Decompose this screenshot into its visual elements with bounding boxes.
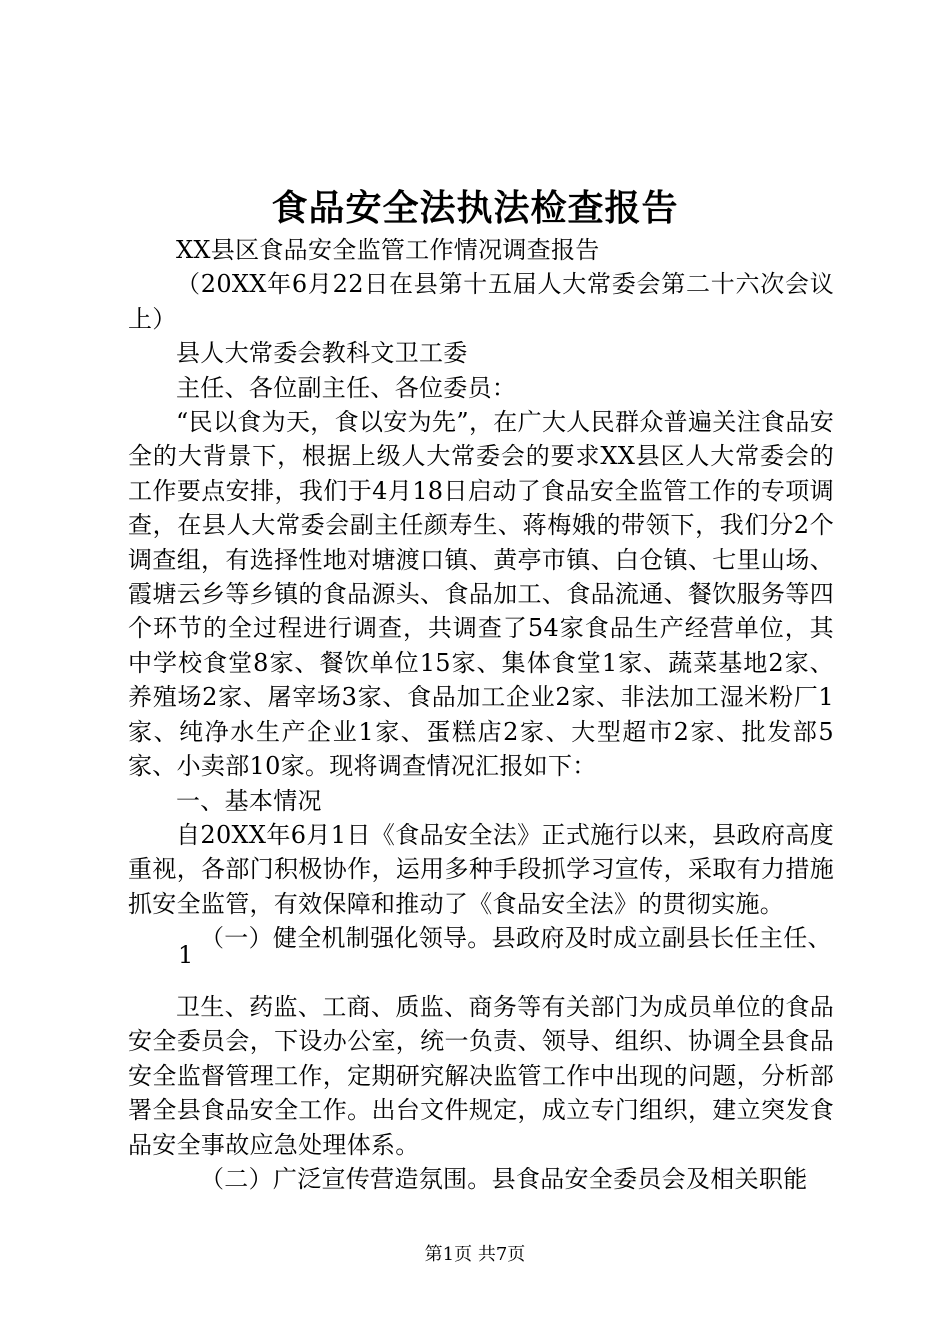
report-subtitle: XX县区食品安全监管工作情况调查报告 [176, 236, 600, 264]
page-footer: 第1页 共7页 [424, 1244, 526, 1265]
section-heading-basic: 一、基本情况 [176, 786, 322, 815]
subsection-2-heading: （二）广泛宣传营造氛围。县食品安全委员会及相关职能 [200, 1165, 808, 1194]
inline-page-number: 1 [178, 941, 194, 969]
basic-paragraph: 自20XX年6月1日《食品安全法》正式施行以来，县政府高度重视，各部门积极协作，运用多种手段抓学习宣传，采取有力措施抓安全监管，有效保障和推动了《食品安全法》的贯彻实施。 [128, 820, 834, 918]
subsection-1-heading: （一）健全机制强化领导。县政府及时成立副县长任主任、 [200, 924, 832, 953]
intro-paragraph: “民以食为天，食以安为先”，在广大人民群众普遍关注食品安全的大背景下，根据上级人大常委会的要求XX县区人大常委会的工作要点安排，我们于4月18日启动了食品安全监管工作的专项调查，在县人大常委会副主任颜寿生、蒋梅娥的带领下，我们分2个调查组，有选择性地对塘渡口镇、黄亭市镇、白仓镇、七里山场、霞塘云乡等乡镇的食品源头、食品加工、食品流通、餐饮服务等四个环节的全过程进行调查，共调查了54家食品生产经营单位，其中学校食堂8家、餐饮单位15家、集体食堂1家、蔬菜基地2家、养殖场2家、屠宰场3家、食品加工企业2家、非法加工湿米粉厂1家、纯净水生产企业1家、蛋糕店2家、大型超市2家、批发部5家、小卖部10家。现将调查情况汇报如下： [128, 408, 834, 781]
committee-name: 县人大常委会教科文卫工委 [176, 339, 468, 368]
salutation: 主任、各位副主任、各位委员： [176, 373, 517, 402]
document-title: 食品安全法执法检查报告 [271, 187, 679, 229]
body-block-1 [128, 233, 834, 956]
meeting-note: （20XX年6月22日在县第十五届人大常委会第二十六次会议上） [128, 270, 834, 333]
body-block-2 [128, 990, 834, 1196]
subsection-1-continued: 卫生、药监、工商、质监、商务等有关部门为成员单位的食品安全委员会，下设办公室，统一负责、领导、组织、协调全县食品安全监督管理工作，定期研究解决监管工作中出现的问题，分析部署全县食品安全工作。出台文件规定，成立专门组织，建立突发食品安全事故应急处理体系。 [128, 993, 834, 1159]
